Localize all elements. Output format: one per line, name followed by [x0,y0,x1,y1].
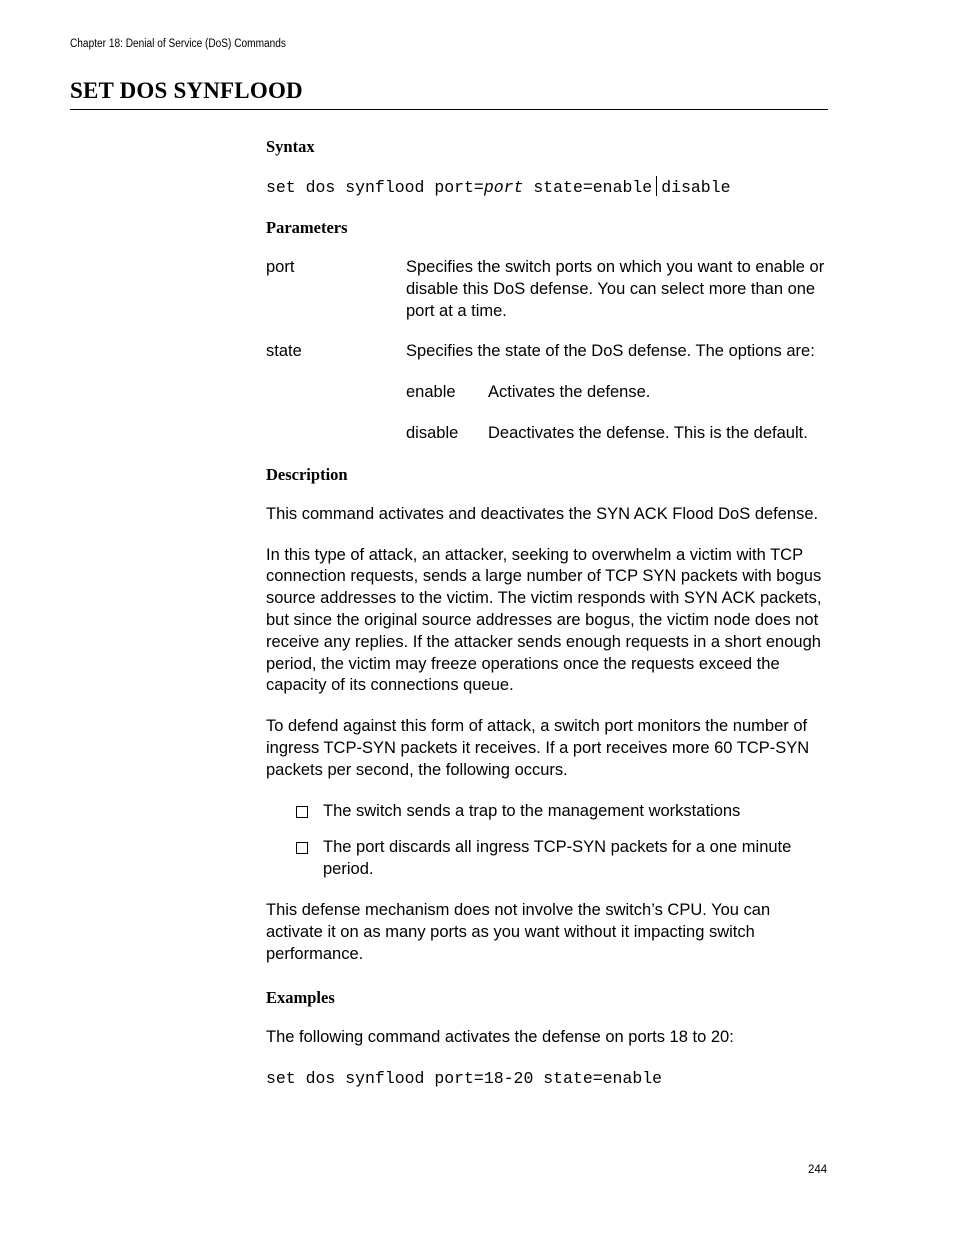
page-number: 244 [808,1164,828,1176]
syntax-code [266,176,828,199]
bullet-item [294,801,828,823]
option-name: disable [406,423,459,442]
description-paragraph: This command activates and deactivates the SYN ACK Flood DoS defense. [266,504,819,523]
description-paragraph: In this type of attack, an attacker, seeking to overwhelm a victim with TCP connection requests, sends a large number of TCP SYN packets with bogus source addresses to the victim. The victim responds with SYN ACK packets, but since the original source addresses are bogus, the victim node does not receive any replies. If the attacker sends enough requests in a short enough period, the victim may freeze operations once the requests exceed the capacity of its connections queue. [266,545,822,695]
param-desc: Specifies the switch ports on which you want to enable or disable this DoS defense. You can select more than one port at a time. [406,258,825,320]
option-row-enable [406,382,828,404]
running-head: Chapter 18: Denial of Service (DoS) Commands [70,38,286,50]
syntax-pipe [656,176,657,196]
example-code: set dos synflood port=18-20 state=enable [266,1069,663,1089]
checkbox-bullet-icon [296,806,308,818]
bullet-text: The switch sends a trap to the management workstations [323,801,741,820]
option-desc: Deactivates the defense. This is the default. [488,423,808,442]
page-title: SET DOS SYNFLOOD [70,78,303,103]
param-desc: Specifies the state of the DoS defense. The options are: [406,342,815,361]
checkbox-bullet-icon [296,842,308,854]
description-heading: Description [266,464,348,484]
syntax-code-mid: state=enable [523,178,653,197]
option-name: enable [406,383,456,402]
title-divider [70,109,828,110]
param-row-port [266,257,828,322]
param-name: state [266,342,302,361]
examples-heading: Examples [266,988,335,1008]
description-closing: This defense mechanism does not involve the switch’s CPU. You can activate it on as many ports as you want without it impacting switch performance. [266,900,771,963]
option-desc: Activates the defense. [488,383,651,402]
examples-text: The following command activates the defense on ports 18 to 20: [266,1028,734,1047]
parameters-heading: Parameters [266,218,348,237]
syntax-code-suffix: disable [661,178,731,197]
param-name: port [266,258,295,276]
bullet-text: The port discards all ingress TCP-SYN packets for a one minute period. [323,838,792,879]
syntax-code-prefix: set dos synflood port= [266,178,484,197]
syntax-code-param: port [483,178,524,197]
bullet-item [294,837,828,881]
syntax-heading: Syntax [266,137,315,156]
option-row-disable [406,423,828,445]
param-row-state [266,341,828,363]
main-content [266,136,828,1108]
description-paragraph: To defend against this form of attack, a switch port monitors the number of ingress TCP-SYN packets it receives. If a port receives more 60 TCP-SYN packets per second, the following occurs. [266,717,810,779]
